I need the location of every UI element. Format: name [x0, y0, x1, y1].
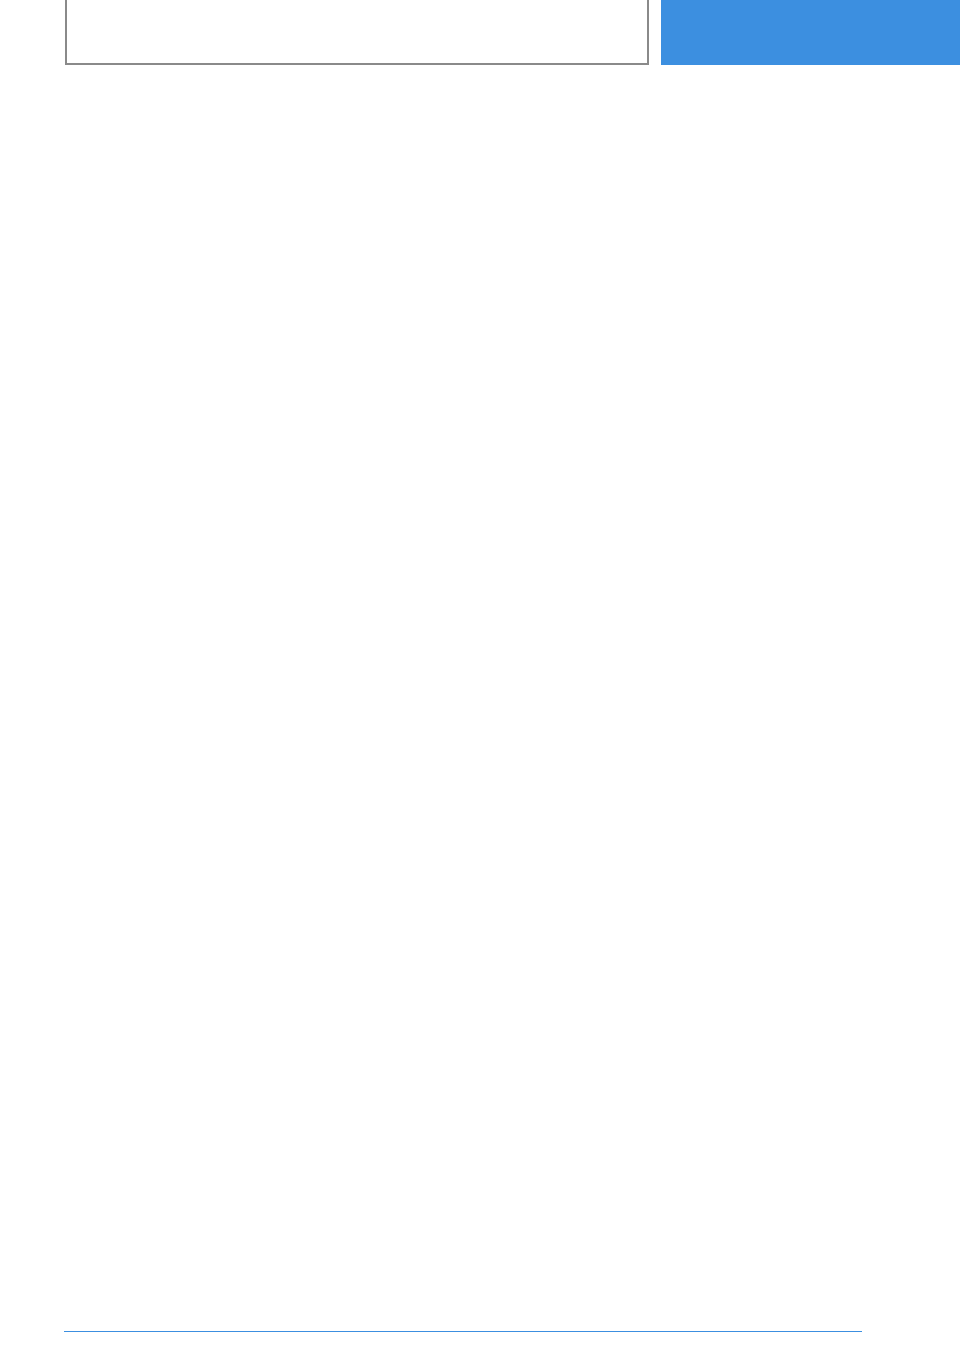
footer-divider: [64, 1331, 862, 1332]
header-chapter-tab: [661, 0, 960, 65]
page-content: [64, 103, 478, 129]
header-section-box: [65, 0, 649, 65]
